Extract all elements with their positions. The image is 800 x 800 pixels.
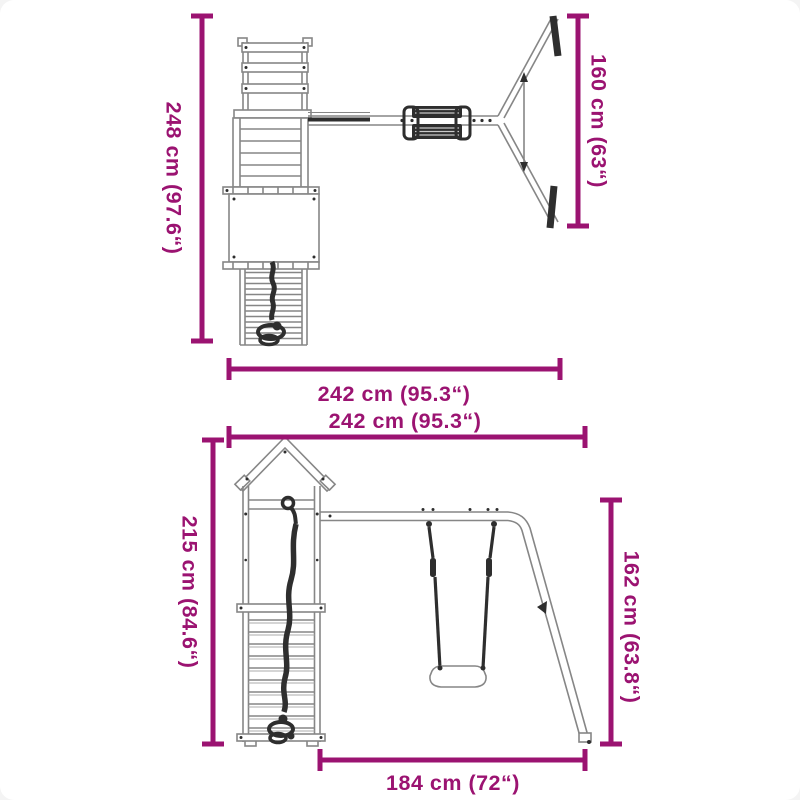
dim-frontview-height-left	[177, 440, 224, 744]
dim-frontview-height-right	[600, 500, 643, 744]
tower-body-front	[237, 486, 325, 746]
dim-label-184: 184 cm (72“)	[386, 771, 520, 795]
swing-seat-top	[404, 106, 470, 139]
dim-topview-width	[229, 358, 560, 406]
dim-label-242-top: 242 cm (95.3“)	[317, 382, 471, 406]
swing-frame-top	[498, 16, 558, 228]
front-view-drawing	[235, 437, 591, 746]
swing-front	[426, 521, 497, 687]
dim-label-248: 248 cm (97.6“)	[161, 101, 186, 255]
dim-frontview-width-bottom	[320, 749, 585, 795]
platform-top	[223, 118, 319, 194]
dim-label-242-bottom: 242 cm (95.3“)	[328, 409, 482, 433]
swing-frame-leg-front	[508, 512, 591, 744]
dim-topview-height-right	[567, 16, 610, 226]
dim-label-162: 162 cm (63.8“)	[619, 550, 644, 704]
roof-top	[223, 194, 319, 269]
top-view-drawing	[223, 16, 558, 345]
tower-roof-front	[235, 437, 335, 491]
beam-front	[320, 508, 508, 521]
climbing-rope-top	[258, 262, 284, 345]
dim-label-215: 215 cm (84.6“)	[177, 515, 202, 669]
dim-label-160: 160 cm (63“)	[586, 54, 611, 188]
ladder-top	[234, 38, 312, 118]
dim-topview-height-left	[161, 16, 213, 341]
